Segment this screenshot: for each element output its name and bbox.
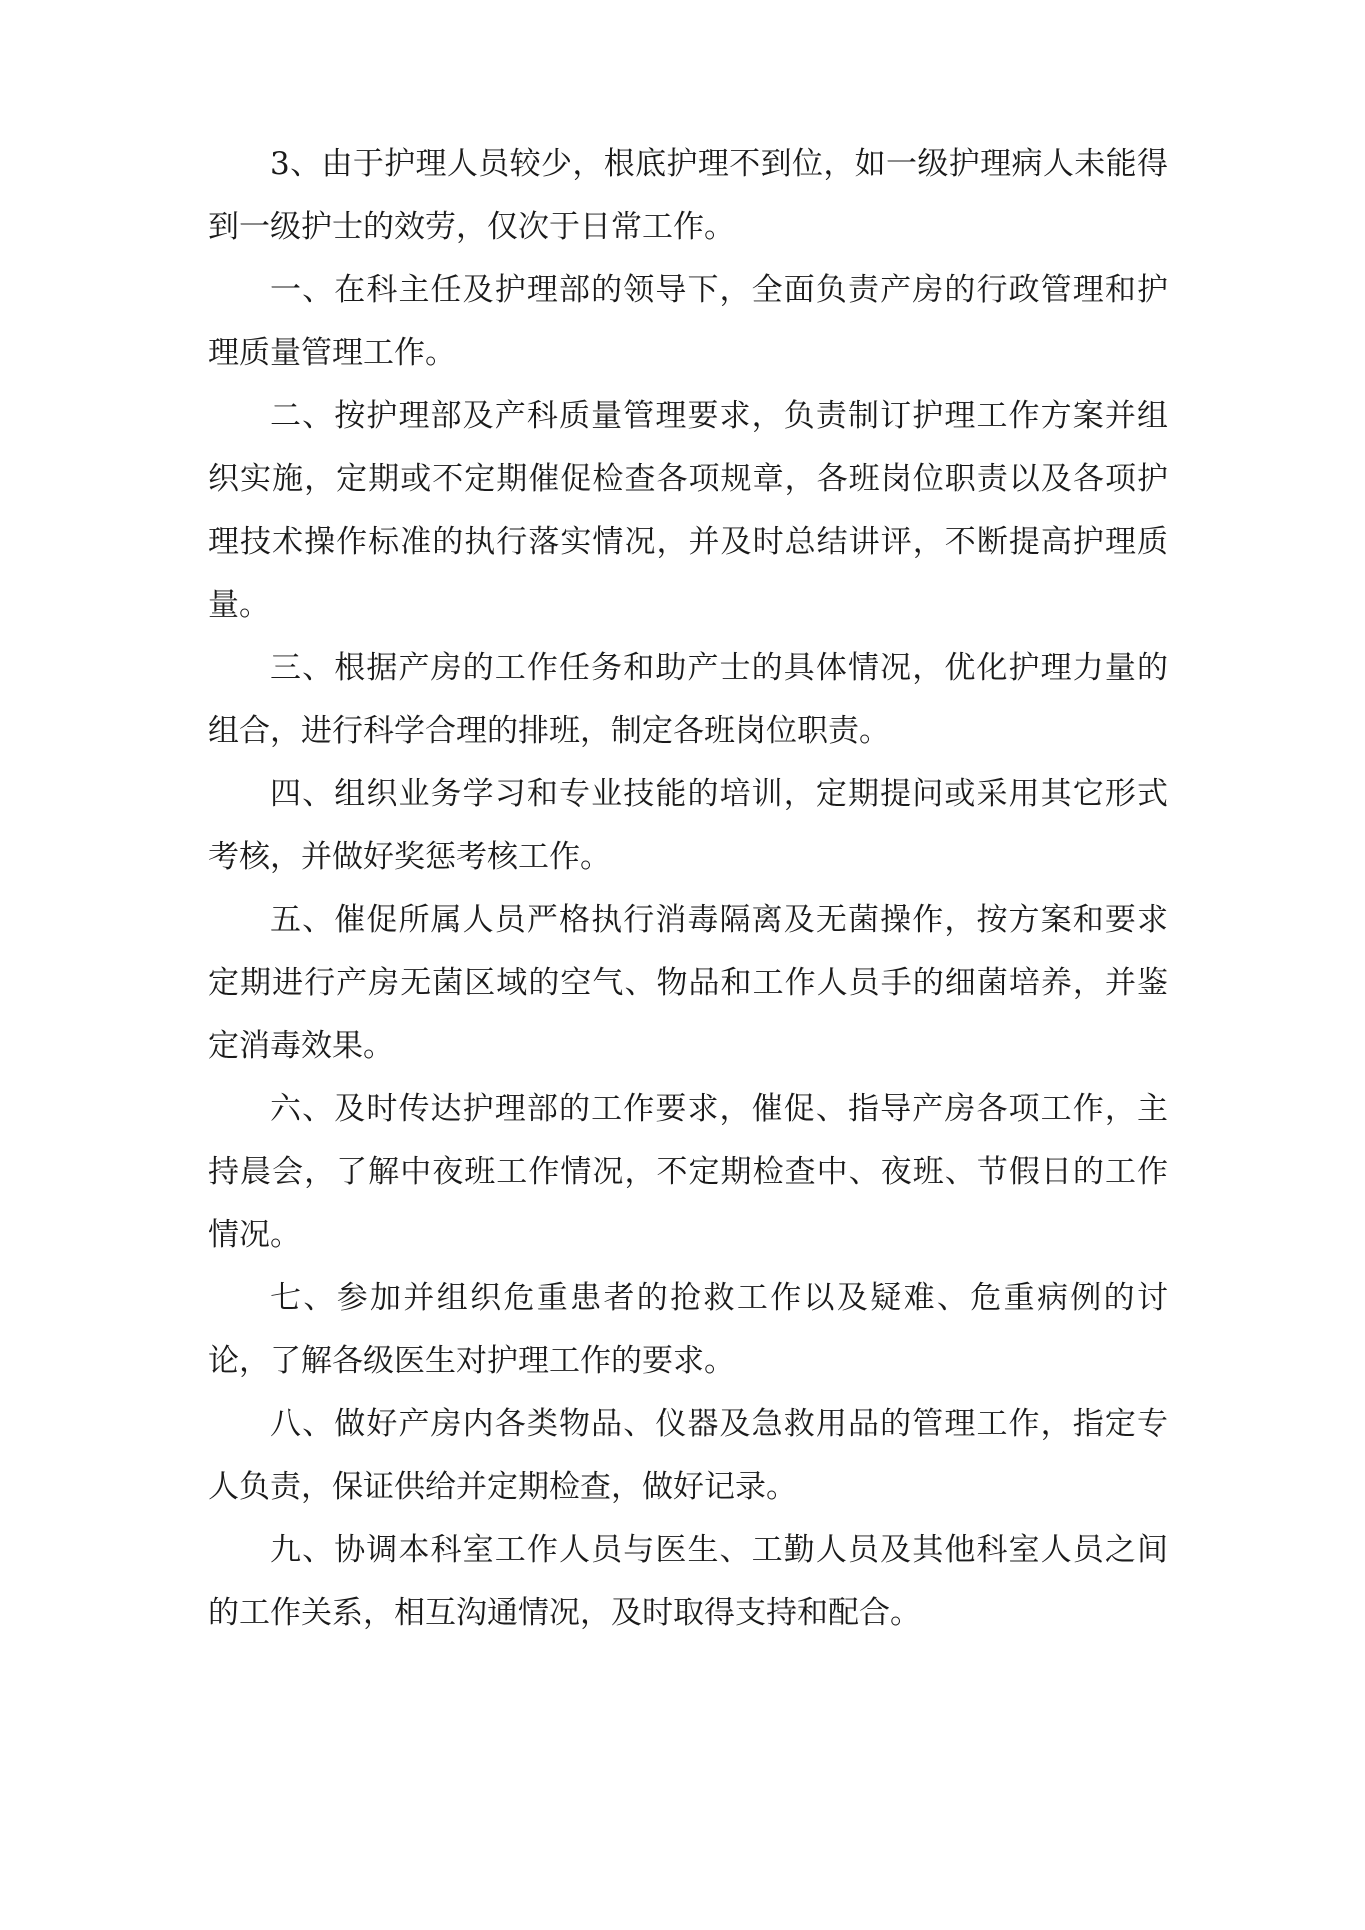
paragraph-duty-2: 二、按护理部及产科质量管理要求，负责制订护理工作方案并组织实施，定期或不定期催促检查各项规章，各班岗位职责以及各项护理技术操作标准的执行落实情况，并及时总结讲评，不断提高护理质量。 [208,398,1168,623]
paragraph-duty-9: 九、协调本科室工作人员与医生、工勤人员及其他科室人员之间的工作关系，相互沟通情况，及时取得支持和配合。 [208,1532,1168,1631]
paragraph-duty-3: 三、根据产房的工作任务和助产士的具体情况，优化护理力量的组合，进行科学合理的排班，制定各班岗位职责。 [208,650,1168,749]
paragraph-duty-7: 七、参加并组织危重患者的抢救工作以及疑难、危重病例的讨论，了解各级医生对护理工作的要求。 [208,1280,1168,1379]
paragraph-duty-1: 一、在科主任及护理部的领导下，全面负责产房的行政管理和护理质量管理工作。 [208,272,1168,371]
paragraph-duty-6: 六、及时传达护理部的工作要求，催促、指导产房各项工作，主持晨会，了解中夜班工作情况，不定期检查中、夜班、节假日的工作情况。 [208,1091,1168,1253]
paragraph-duty-5: 五、催促所属人员严格执行消毒隔离及无菌操作，按方案和要求定期进行产房无菌区域的空气、物品和工作人员手的细菌培养，并鉴定消毒效果。 [208,902,1168,1064]
document-body [208,133,1168,1645]
paragraph-duty-8: 八、做好产房内各类物品、仪器及急救用品的管理工作，指定专人负责，保证供给并定期检查，做好记录。 [208,1406,1168,1505]
paragraph-duty-4: 四、组织业务学习和专业技能的培训，定期提问或采用其它形式考核，并做好奖惩考核工作。 [208,776,1168,875]
paragraph-nursing-shortage: 3、由于护理人员较少，根底护理不到位，如一级护理病人未能得到一级护士的效劳，仅次于日常工作。 [208,146,1168,245]
